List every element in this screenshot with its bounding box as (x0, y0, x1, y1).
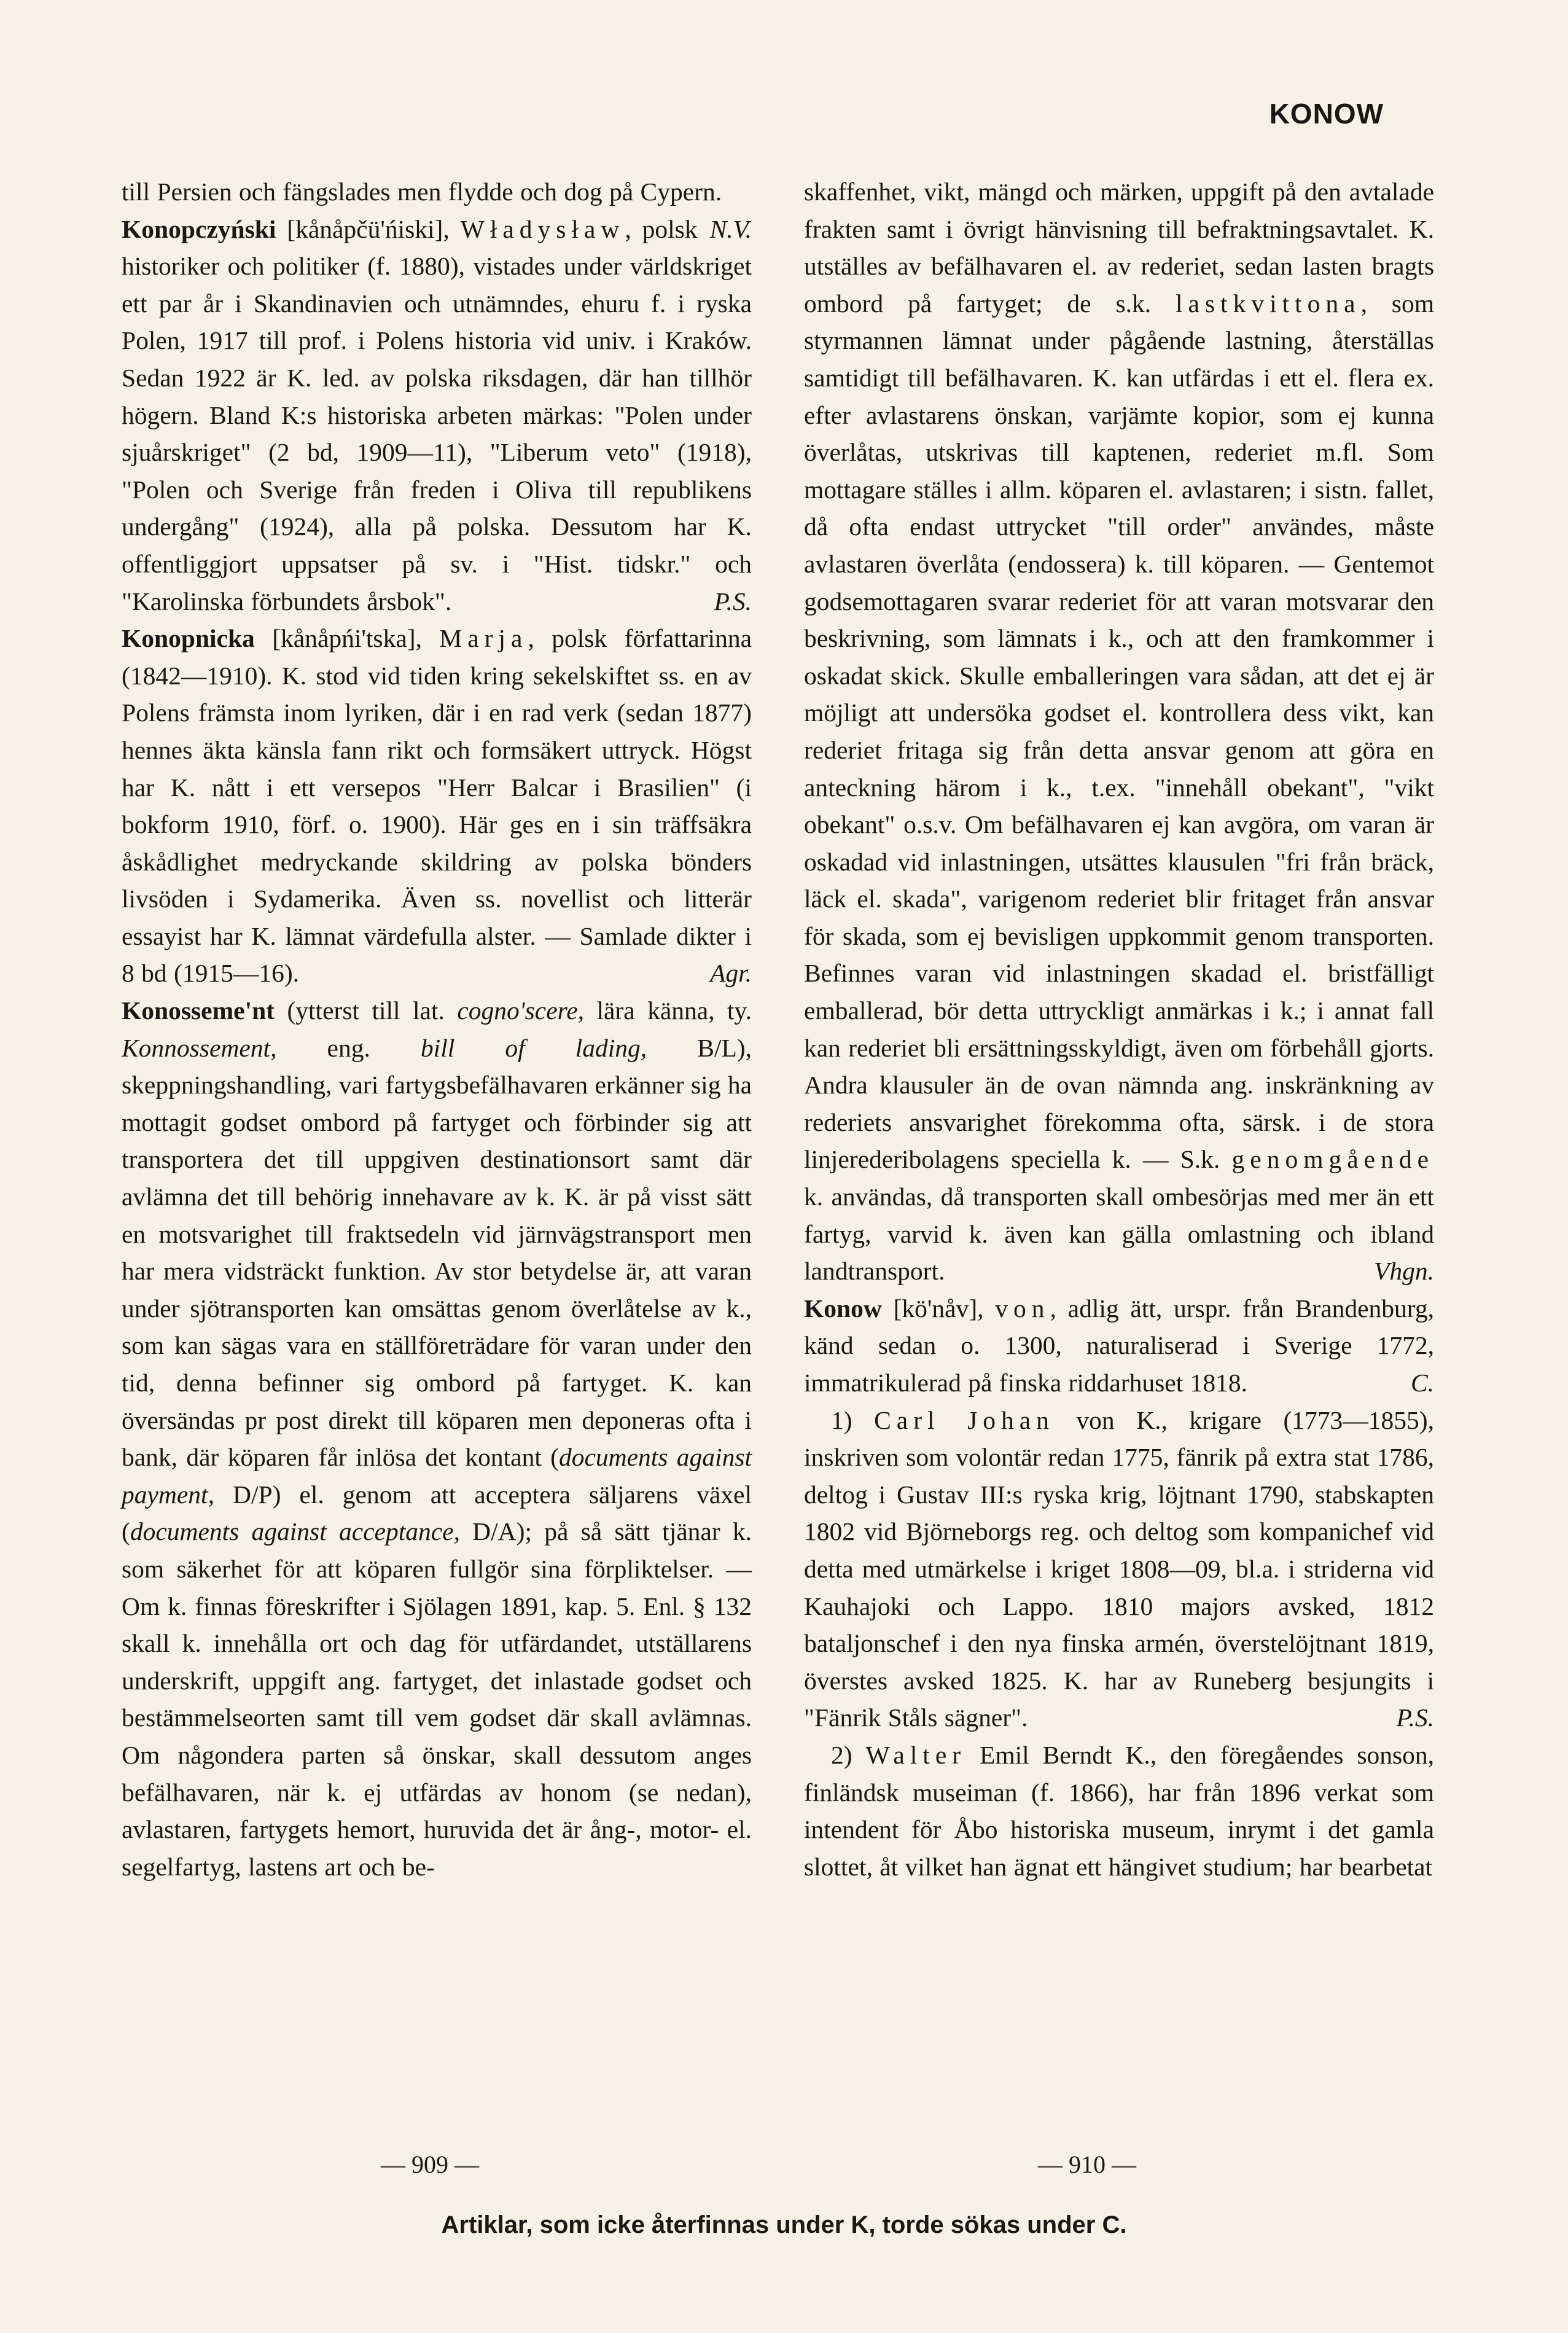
entry-headword: Konosseme'nt (122, 996, 275, 1025)
footer-note: Artiklar, som icke återfinnas under K, torde sökas under C. (441, 2211, 1127, 2238)
continued-paragraph: till Persien och fängslades men flydde och dog på Cypern. N.V. (122, 173, 752, 211)
spaced-term: genomgående (1231, 1145, 1434, 1174)
signature: Vhgn. (1374, 1257, 1434, 1286)
entry-konow: Konow [kö'nåv], von, adlig ätt, urspr. från Brandenburg, känd sedan o. 1300, naturaliserad i Sverige 1772, immatrikulerad på finska riddarhuset 1818. C. (804, 1290, 1434, 1402)
entry-walter: 2) Walter Emil Berndt K., den föregåendes sonson, finländsk museiman (f. 1866), har från 1896 verkat som intendent för Åbo historiska museum, inrymt i det gamla slottet, åt vilket han ägnat ett hängivet studium; har bearbetat (804, 1740, 1434, 1881)
entry-name: Marja (439, 624, 528, 653)
entry-headword: Konopczyński (122, 214, 276, 243)
signature: N.V. (709, 214, 752, 243)
entry-name: Władysław (460, 214, 625, 243)
page-number-left: — 909 — (381, 2151, 479, 2178)
entry-name: Walter (865, 1740, 967, 1769)
entry-konopczynski: Konopczyński [kånåpčü'ńiski], Władysław, polsk historiker och politiker (f. 1880), vistades under världskriget ett par år i Skandinavien och utnämndes, ehuru f. i ryska Polen, 1917 till prof. i Polens historia vid univ. i Kraków. Sedan 1922 är K. led. av polska riksdagen, där han tillhör högern. Bland K:s historiska arbeten märkas: "Polen under sjuårskriget" (2 bd, 1909—11), "Liberum veto" (1918), "Polen och Sverige från freden i Oliva till republikens undergång" (1924), alla på polska. Dessutom har K. offentliggjort uppsatser på sv. i "Hist. tidskr." och "Karolinska förbundets årsbok". P.S. (122, 211, 752, 620)
entry-headword: Konopnicka (122, 624, 255, 653)
signature: P.S. (1396, 1703, 1434, 1732)
entry-carl-johan: 1) Carl Johan von K., krigare (1773—1855), inskriven som volontär redan 1775, fänrik på extra stat 1786, deltog i Gustav III:s ryska krig, löjtnant 1790, stabskapten 1802 vid Björneborgs reg. och deltog som kompanichef vid detta med utmärkelse i kriget 1808—09, bl.a. i striderna vid Kauhajoki och Lappo. 1810 majors avsked, 1812 bataljonschef i den nya finska armén, överstelöjtnant 1819, överstes avsked 1825. K. har av Runeberg besjungits i "Fänrik Ståls sägner". P.S. (804, 1402, 1434, 1737)
signature: Agr. (709, 959, 752, 988)
left-column (122, 173, 752, 1885)
signature: P.S. (714, 587, 752, 615)
entry-headword: Konow (804, 1294, 882, 1323)
entry-konossement: Konosseme'nt (ytterst till lat. cogno'scere, lära känna, ty. Konnossement, eng. bill of lading, B/L), skeppningshandling, vari fartygsbefälhavaren erkänner sig ha mottagit godset ombord på fartyget och förbinder sig att transportera det till uppgiven destinationsort samt där avlämna det till behörig innehavare av k. K. är på visst sätt en motsvarighet till fraktsedeln vid järnvägstransport men har mera vidsträckt funktion. Av stor betydelse är, att varan under sjötransporten kan omsättas genom överlåtelse av k., som kan sägas vara en ställföreträdare för varan under den tid, denna befinner sig ombord på fartyget. K. kan översändas pr post direkt till köparen men deponeras ofta i bank, där köparen får inlösa det kontant (documents against payment, D/P) el. genom att acceptera säljarens växel (documents against acceptance, D/A); på så sätt tjänar k. som säkerhet för att köparen fullgör sina förpliktelser. — Om k. finnas föreskrifter i Sjölagen 1891, kap. 5. Enl. § 132 skall k. innehålla ort och dag för utfärdandet, utställarens underskrift, uppgift ang. fartyget, det inlastade godset och bestämmelseorten samt till vem godset där skall avlämnas. Om någondera parten så önskar, skall dessutom anges befälhavaren, när k. ej utfärdas av honom (se nedan), avlastaren, fartygets hemort, huruvida det är ång-, motor- el. segelfartyg, lastens art och be- (122, 996, 752, 1881)
entry-konopnicka: Konopnicka [kånåpńi'tska], Marja, polsk författarinna (1842—1910). K. stod vid tiden kring sekelskiftet ss. en av Polens främsta inom lyriken, där i en rad verk (sedan 1877) hennes äkta känsla fann rikt och formsäkert uttryck. Högst har K. nått i ett versepos "Herr Balcar i Brasilien" (i bokform 1910, förf. o. 1900). Här ges en i sin träffsäkra åskådlighet medryckande skildring av polska bönders livsöden i Sydamerika. Även ss. novellist och litterär essayist har K. lämnat värdefulla alster. — Samlade dikter i 8 bd (1915—16). Agr. (122, 620, 752, 992)
entry-name: Carl Johan (874, 1405, 1055, 1434)
page-number-right: — 910 — (1038, 2151, 1136, 2178)
spaced-term: lastkvittona (1175, 289, 1361, 318)
entry-konossement-continued: skaffenhet, vikt, mängd och märken, uppgift på den avtalade frakten samt i övrigt hänvisning till befraktningsavtalet. K. utställes av befälhavaren el. av rederiet, sedan lasten bragts ombord på fartyget; de s.k. lastkvittona, som styrmannen lämnat under pågående lastning, återställas samtidigt till befälhavaren. K. kan utfärdas i ett el. flera ex. efter avlastarens önskan, varjämte kopior, som ej kunna överlåtas, utskrivas till kaptenen, rederiet m.fl. Som mottagare ställes i allm. köparen el. avlastaren; i sistn. fallet, då ofta endast uttrycket "till order" användes, måste avlastaren överlåta (endossera) k. till köparen. — Gentemot godsemottagaren svarar rederiet för att varan motsvarar den beskrivning, som lämnats i k., och att den framkommer i oskadat skick. Skulle emballeringen vara sådan, att det ej är möjligt att undersöka godset el. kontrollera dess vikt, kan rederiet fritaga sig från detta ansvar genom att göra en anteckning härom i k., t.ex. "innehåll obekant", "vikt obekant" o.s.v. Om befälhavaren ej kan avgöra, om varan är oskadad vid inlastningen, utsättes klausulen "fri från bräck, läck el. skada", varigenom rederiet blir fritaget från ansvar för skada, som ej bevisligen uppkommit genom transporten. Befinnes varan vid inlastningen skadad el. bristfälligt emballerad, bör detta uttryckligt anmärkas i k.; i annat fall kan rederiet bli ersättningsskyldigt, även om förbehåll gjorts. Andra klausuler än de ovan nämnda ang. inskränkning av rederiets ansvarighet förekomma ofta, särsk. i de stora linjerederibolagens speciella k. — S.k. genomgående k. användas, då transporten skall ombesörjas med mer än ett fartyg, varvid k. även kan gälla omlastning och ibland landtransport. Vhgn. (804, 173, 1434, 1290)
signature: C. (1410, 1369, 1434, 1397)
right-column (804, 173, 1434, 1885)
running-head: KONOW (1269, 98, 1384, 130)
